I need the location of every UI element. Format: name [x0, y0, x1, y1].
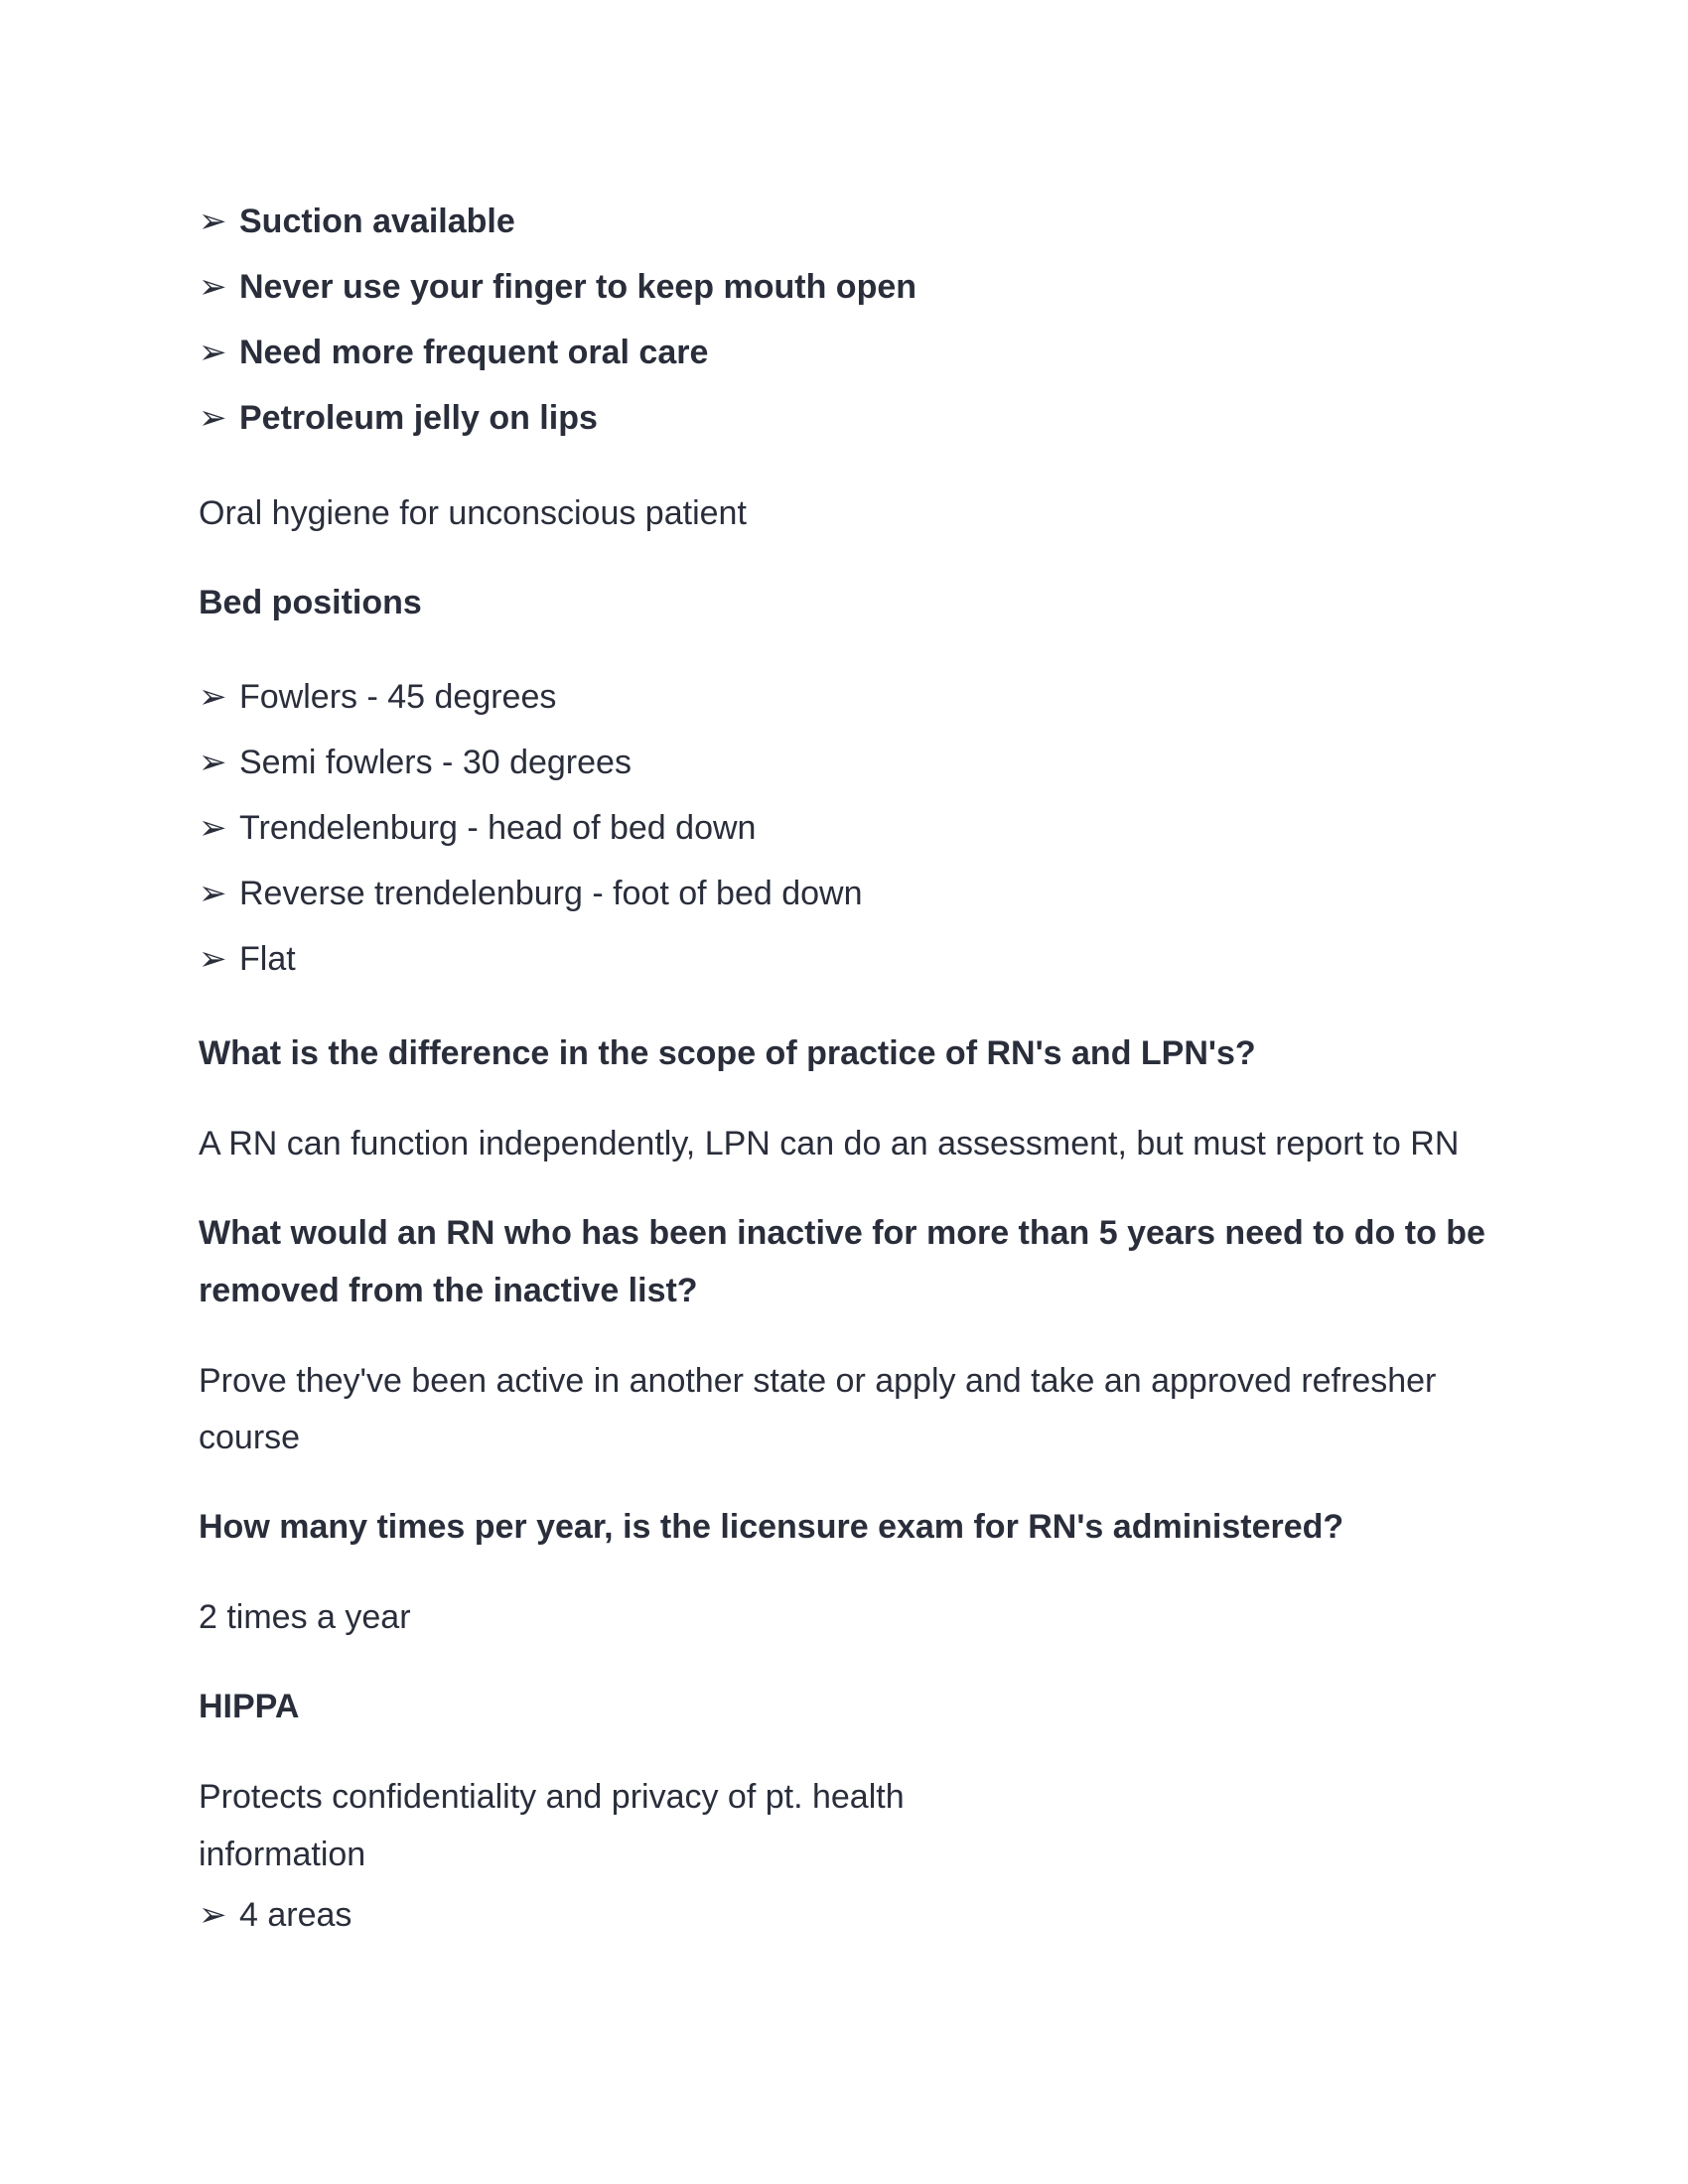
hippa-answer-continued: information [199, 1836, 366, 1873]
question-heading-continued: removed from the inactive list? [199, 1272, 698, 1309]
question-heading: What would an RN who has been inactive for more than 5 years need to do to be [199, 1214, 1485, 1252]
bullet-item [199, 267, 916, 307]
arrowhead-bullet-icon: ➢ [199, 678, 227, 716]
bullet-text: Never use your finger to keep mouth open [239, 268, 917, 306]
bullet-text: Semi fowlers - 30 degrees [239, 744, 632, 781]
bullet-text: 4 areas [239, 1896, 352, 1934]
arrowhead-bullet-icon: ➢ [199, 1896, 227, 1934]
bullet-text: Flat [239, 940, 296, 978]
question-heading: What is the difference in the scope of practice of RN's and LPN's? [199, 1034, 1256, 1072]
arrowhead-bullet-icon: ➢ [199, 809, 227, 847]
bullet-text: Fowlers - 45 degrees [239, 678, 557, 716]
bullet-text: Petroleum jelly on lips [239, 399, 598, 437]
bullet-item [199, 398, 598, 438]
arrowhead-bullet-icon: ➢ [199, 268, 227, 306]
arrowhead-bullet-icon: ➢ [199, 744, 227, 781]
bullet-item [199, 333, 708, 372]
answer-text: 2 times a year [199, 1598, 411, 1636]
bullet-item [199, 808, 756, 848]
oral-hygiene-caption: Oral hygiene for unconscious patient [199, 494, 747, 532]
arrowhead-bullet-icon: ➢ [199, 334, 227, 371]
bed-positions-heading: Bed positions [199, 584, 422, 621]
answer-text-continued: course [199, 1419, 301, 1456]
bullet-item [199, 677, 556, 717]
arrowhead-bullet-icon: ➢ [199, 399, 227, 437]
arrowhead-bullet-icon: ➢ [199, 875, 227, 912]
bullet-item [199, 874, 863, 913]
answer-text: Prove they've been active in another state or apply and take an approved refresher [199, 1362, 1437, 1400]
bullet-item [199, 202, 515, 241]
answer-text: A RN can function independently, LPN can do an assessment, but must report to RN [199, 1125, 1460, 1162]
bullet-text: Trendelenburg - head of bed down [239, 809, 757, 847]
bullet-text: Need more frequent oral care [239, 334, 709, 371]
bullet-text: Suction available [239, 203, 515, 240]
bullet-item [199, 743, 632, 782]
arrowhead-bullet-icon: ➢ [199, 203, 227, 240]
question-heading: How many times per year, is the licensure exam for RN's administered? [199, 1508, 1344, 1546]
hippa-answer: Protects confidentiality and privacy of pt. health [199, 1778, 905, 1816]
arrowhead-bullet-icon: ➢ [199, 940, 227, 978]
bullet-item [199, 1895, 352, 1935]
bullet-item [199, 939, 296, 979]
hippa-heading: HIPPA [199, 1688, 300, 1725]
bullet-text: Reverse trendelenburg - foot of bed down [239, 875, 863, 912]
